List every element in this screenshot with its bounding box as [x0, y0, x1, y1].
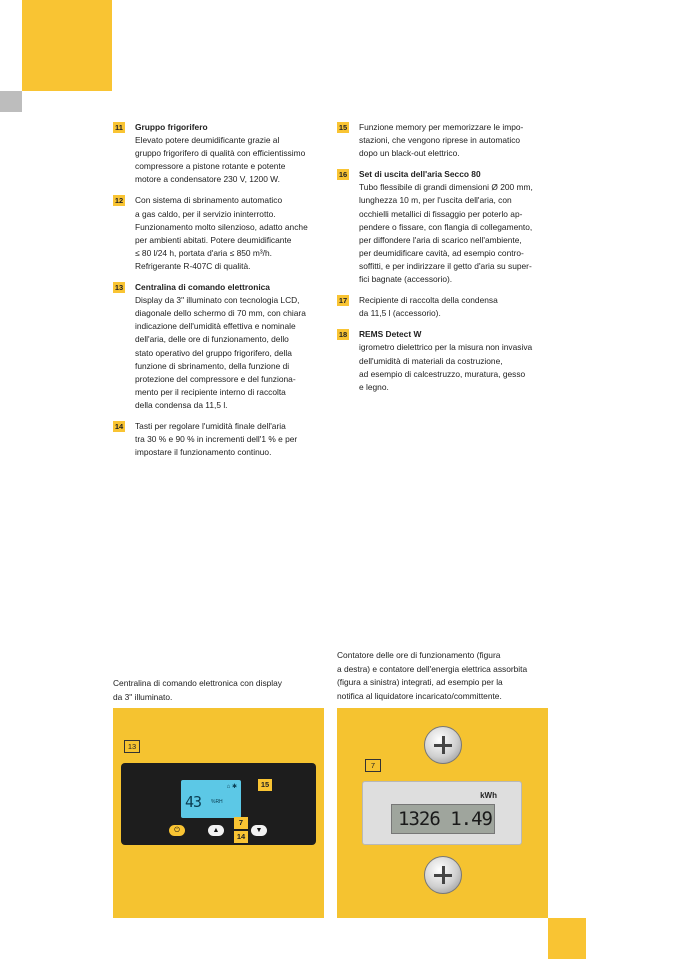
lcd-display — [181, 780, 241, 818]
feature-item-17 — [337, 294, 555, 320]
item-number-badge: 15 — [338, 123, 348, 132]
meter-lcd — [391, 804, 495, 834]
item-number-badge: 16 — [338, 170, 348, 180]
caption-control-panel: Centralina di comando elettronica con display da 3" illuminato. — [113, 678, 282, 702]
feature-item-18 — [337, 328, 555, 393]
humidity-unit: %RH — [211, 799, 223, 805]
callout-tag-15: 15 — [258, 779, 272, 791]
arrow-up-icon: ▲ — [208, 825, 224, 836]
item-number-badge: 13 — [114, 283, 124, 293]
screw-icon — [424, 856, 462, 894]
item-title: Set di uscita dell'aria Secco 80 — [359, 169, 481, 180]
item-text: Funzione memory per memorizzare le impo- stazioni, che vengono riprese in automatico dopo un black-out elettrico. — [359, 122, 524, 159]
item-title: REMS Detect W — [359, 329, 422, 340]
meter-reading: 1326 1.49 — [398, 808, 492, 830]
feature-item-13 — [113, 281, 327, 412]
item-text: Recipiente di raccolta della condensa da 11,5 l (accessorio). — [359, 295, 498, 319]
callout-tag-13: 13 — [124, 740, 140, 753]
left-column — [113, 121, 327, 467]
right-column — [337, 121, 555, 402]
item-text: Elevato potere deumidificante grazie al gruppo frigorifero di qualità con efficientissimo compressore a pistone rotante e potente motore a condensatore 230 V, 1200 W. — [135, 135, 306, 185]
caption-meters: Contatore delle ore di funzionamento (figura a destra) e contatore dell'energia elettrica assorbita (figura a sinistra) integrati, ad esempio per la notifica al liquidatore incaricato/committente. — [337, 650, 528, 701]
feature-item-12 — [113, 194, 327, 273]
screw-icon — [424, 726, 462, 764]
humidity-readout: 43 — [185, 793, 202, 811]
decorative-grey-block — [0, 91, 22, 112]
feature-item-11 — [113, 121, 327, 186]
decorative-yellow-block-top — [22, 0, 112, 91]
feature-item-16 — [337, 168, 555, 286]
energy-meter — [362, 781, 522, 845]
item-number-badge: 11 — [113, 122, 125, 133]
feature-item-14 — [113, 420, 327, 459]
decorative-yellow-block-bottom — [548, 918, 586, 959]
item-text: igrometro dielettrico per la misura non invasiva dell'umidità di materiali da costruzione, ad esempio di calcestruzzo, muratura, gesso e legno. — [359, 342, 533, 392]
arrow-down-icon: ▼ — [251, 825, 267, 836]
item-title: Gruppo frigorifero — [135, 122, 208, 132]
status-icons: ⌂ ✱ — [226, 784, 237, 790]
control-panel — [121, 763, 316, 845]
item-title: Centralina di comando elettronica — [135, 282, 270, 293]
callout-tag-7: 7 — [365, 759, 381, 772]
item-text: Tasti per regolare l'umidità finale dell'aria tra 30 % e 90 % in incrementi dell'1 % e per impostare il funzionamento continuo. — [135, 420, 298, 458]
meter-unit-label: kWh — [480, 791, 497, 800]
energy-meter-photo — [337, 708, 548, 918]
callout-tag-14: 14 — [234, 831, 248, 843]
item-text: Tubo flessibile di grandi dimensioni Ø 200 mm, lunghezza 10 m, per l'uscita dell'aria, con occhielli metallici di fissaggio per poterlo ap- pendere o fissare, con flangia di collegamento, per diffondere l'aria di scarico nell'ambiente, per deumidificare cavità, ad esempio contro- soffitti, e per indirizzare il getto d'aria su super- fici bagnate (accessorio). — [359, 182, 533, 285]
item-text: Con sistema di sbrinamento automatico a gas caldo, per il servizio ininterrotto. Funzionamento molto silenzioso, adatto anche per ambienti abitati. Potere deumidificante ≤ 80 l/24 h, portata d'aria ≤ 850 m³/h. Refrigerante R-407C di qualità. — [135, 195, 308, 271]
power-icon: ⏻ — [169, 825, 185, 836]
item-number-badge: 12 — [114, 196, 124, 206]
callout-tag-7: 7 — [234, 817, 248, 829]
control-panel-photo — [113, 708, 324, 918]
item-number-badge: 17 — [338, 296, 348, 306]
item-text: Display da 3" illuminato con tecnologia LCD, diagonale dello schermo di 70 mm, con chiara indicazione dell'umidità effettiva e nominale dell'aria, delle ore di funzionamento, dello stato operativo del gruppo frigorifero, della funzione di sbrinamento, della funzione di protezione del compressore e del funziona- mento per il recipiente interno di raccolta della condensa da 11,5 l. — [135, 295, 306, 410]
item-number-badge: 14 — [114, 421, 124, 431]
item-number-badge: 18 — [338, 330, 348, 340]
feature-item-15 — [337, 121, 555, 160]
